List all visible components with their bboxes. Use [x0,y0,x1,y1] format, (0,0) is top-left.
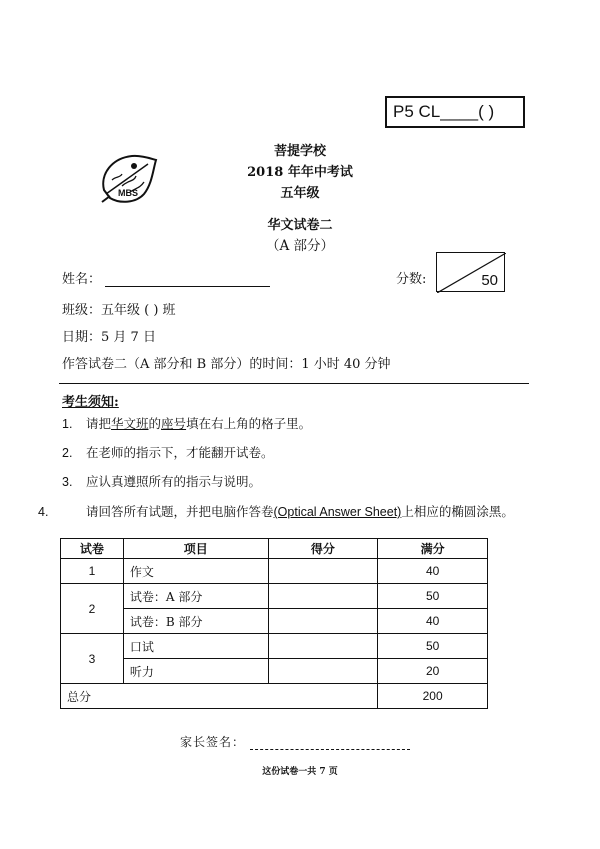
table-row [61,584,488,609]
full-marks: 50 [378,634,488,659]
section-title: （A 部分） [265,238,335,254]
item-name: 听力 [123,659,268,684]
full-marks: 50 [378,584,488,609]
signature-blank [250,737,410,750]
table-row [61,634,488,659]
paper-number: 3 [61,634,124,684]
notice-title: 考生须知: [62,395,119,410]
item-name: 试卷：B 部分 [123,609,268,634]
table-row [61,659,488,684]
header-score: 得分 [268,539,378,559]
paper-number: 1 [61,559,124,584]
score-cell [268,559,378,584]
header-full: 满分 [378,539,488,559]
paper-number: 2 [61,584,124,634]
name-field [62,268,270,287]
divider [59,383,529,384]
total-full-marks: 200 [378,684,488,709]
item-name: 试卷：A 部分 [123,584,268,609]
score-cell [268,609,378,634]
full-marks: 40 [378,609,488,634]
item-name: 口试 [123,634,268,659]
class-field: 班级：五年级 ( ) 班 [62,303,176,318]
score-total: 50 [481,272,498,289]
score-cell [268,659,378,684]
svg-text:MBS: MBS [118,188,138,198]
instruction-1: 1. 请把华文班的座号填在右上角的格子里。 [62,416,312,431]
table-header-row [61,539,488,559]
grade-title: 五年级 [280,186,320,201]
item-name: 作文 [123,559,268,584]
exam-title: 2018 年年中考试 [247,165,353,180]
table-row [61,609,488,634]
duration-text: 作答试卷二（A 部分和 B 部分）的时间：1 小时 40 分钟 [62,357,391,372]
score-table [60,538,488,709]
parent-signature [180,733,410,750]
date-field: 日期：5 月 7 日 [62,330,156,345]
instruction-2: 2. 在老师的指示下，才能翻开试卷。 [62,445,274,460]
name-blank [105,272,270,287]
header-paper: 试卷 [61,539,124,559]
page-count-footer: 这份试卷一共 7 页 [262,767,338,777]
total-label: 总分 [61,684,378,709]
full-marks: 40 [378,559,488,584]
score-label: 分数: [396,272,427,287]
total-row [61,684,488,709]
class-number-text: P5 CL____( ) [393,102,495,121]
paper-title: 华文试卷二 [267,218,333,233]
full-marks: 20 [378,659,488,684]
school-name: 菩提学校 [273,144,326,159]
parent-signature-label: 家长签名： [180,735,246,749]
score-cell [268,584,378,609]
instruction-4: 4. 请回答所有试题，并把电脑作答卷(Optical Answer Sheet)上相应的椭圆涂黑。 [38,504,514,519]
score-box [436,252,505,292]
score-cell [268,634,378,659]
header-item: 项目 [123,539,268,559]
instruction-3: 3. 应认真遵照所有的指示与说明。 [62,474,262,489]
class-number-box [385,96,525,128]
table-row [61,559,488,584]
name-label: 姓名： [62,272,102,287]
